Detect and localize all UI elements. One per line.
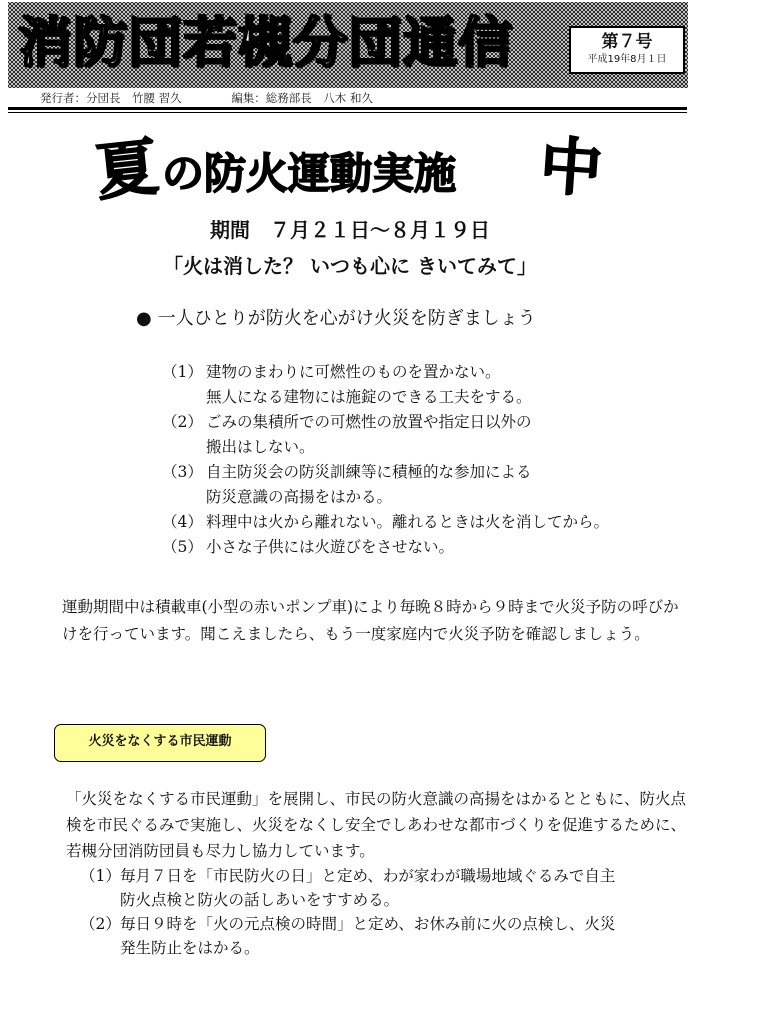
list-item: （1）毎月７日を「市民防火の日」と定め、わが家わが職場地域ぐるみで自主 防火点検と防火の話しあいをすすめる。: [80, 867, 616, 909]
headline: [92, 128, 612, 218]
issue-box: [569, 26, 685, 74]
header-rule-thin: [8, 112, 687, 113]
headline-middle: の防火運動実施: [162, 149, 457, 198]
movement-intro: 「火災をなくする市民運動」を展開し、市民の防火意識の高揚をはかるとともに、防火点検を市民ぐるみで実施し、火災をなくし安全でしあわせな都市づくりを促進するために、若槻分団消防団員も尽力し協力しています。: [66, 790, 687, 860]
headline-last-char: 中: [537, 128, 605, 207]
bullet-icon: ●: [136, 308, 152, 329]
prevention-rules-list: [162, 360, 609, 560]
list-item: （5） 小さな子供には火遊びをさせない。: [162, 538, 455, 556]
header-rule-thick: [8, 107, 687, 110]
list-item: （1） 建物のまわりに可燃性のものを置かない。 無人になる建物には施錠のできる工夫をする。: [162, 363, 532, 406]
movement-items-list: [80, 864, 692, 960]
issue-date: 平成19年8月１日: [587, 54, 667, 65]
newsletter-title: 消防団若槻分団通信: [18, 11, 513, 74]
main-point-text: 一人ひとりが防火を心がけ火災を防ぎましょう: [157, 308, 536, 329]
patrol-paragraph: 運動期間中は積載車(小型の赤いポンプ車)により毎晩８時から９時まで火災予防の呼びかけを行っています。聞こえましたら、もう一度家庭内で火災予防を確認しましょう。: [62, 598, 679, 643]
headline-first-char: 夏: [92, 129, 162, 210]
section-label: 火災をなくする市民運動: [54, 724, 266, 762]
masthead-banner: [8, 2, 688, 88]
list-item: （3） 自主防災会の防災訓練等に積極的な参加による 防災意識の高揚をはかる。: [162, 463, 532, 506]
list-item: （2）毎日９時を「火の元点検の時間」と定め、お休み前に火の点検し、火災 発生防止をはかる。: [80, 915, 616, 957]
campaign-slogan: 「火は消した？ いつも心に きいてみて」: [163, 254, 537, 278]
campaign-period: 期間 ７月２１日～８月１９日: [210, 218, 490, 242]
list-item: （4） 料理中は火から離れない。離れるときは火を消してから。: [162, 513, 610, 531]
issue-number: 第７号: [601, 32, 653, 52]
list-item: （2） ごみの集積所での可燃性の放置や指定日以外の 搬出はしない。: [162, 413, 532, 456]
editor-credit: 編集：総務部長 八木 和久: [231, 91, 373, 105]
main-point: [136, 306, 536, 332]
publisher-credit: 発行者：分団長 竹腰 習久: [40, 91, 182, 105]
staff-credits: [40, 90, 419, 106]
